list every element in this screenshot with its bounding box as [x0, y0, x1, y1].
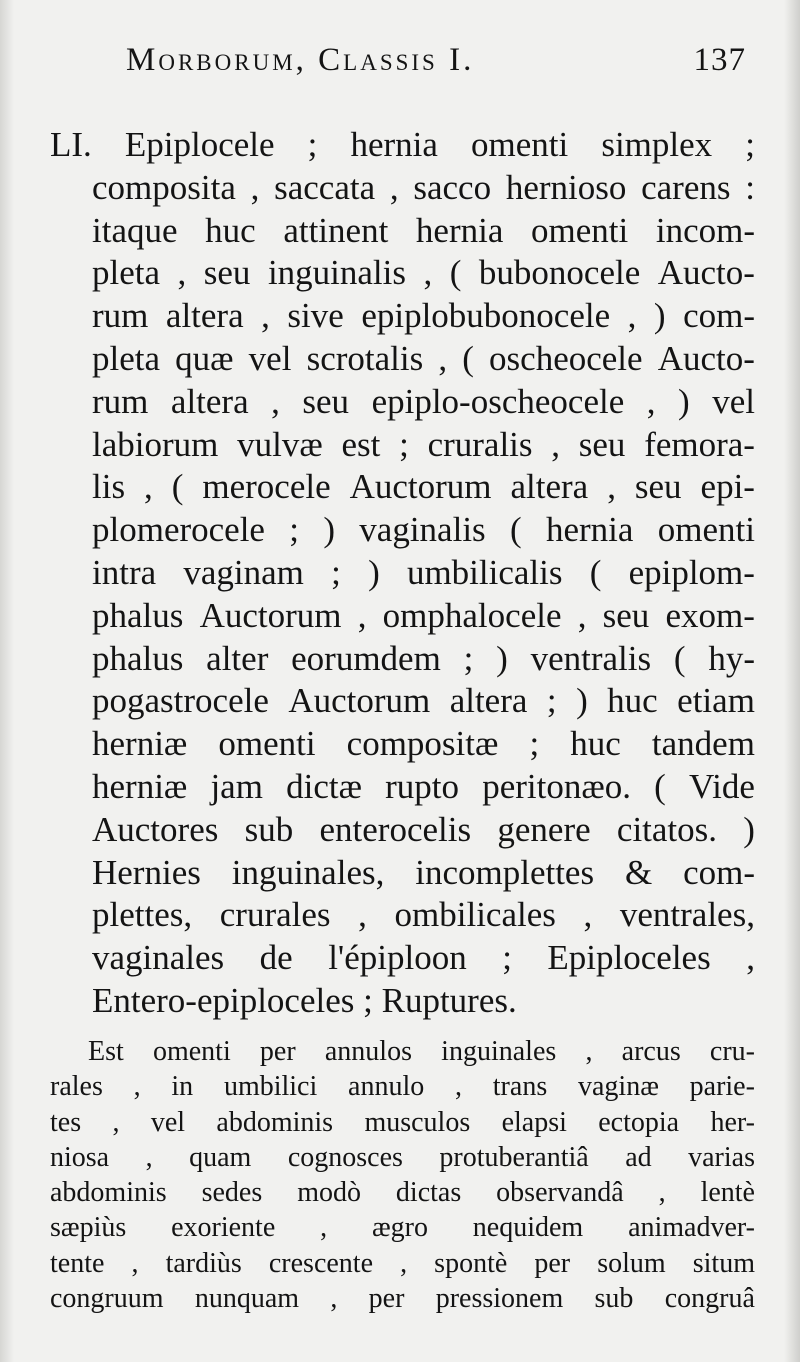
word: ectopia	[598, 1106, 680, 1138]
word: situm	[692, 1247, 755, 1279]
word: (	[654, 766, 666, 806]
word: phalus	[92, 595, 184, 635]
word: sæpiùs	[50, 1212, 127, 1244]
word: per	[534, 1247, 571, 1279]
word: vaginam	[183, 552, 304, 592]
word: seu	[578, 424, 626, 464]
word: protuberantiâ	[439, 1141, 589, 1173]
entry-line	[50, 937, 755, 980]
word: itaque	[92, 210, 178, 250]
word: eorumdem	[291, 638, 441, 678]
word: femora-	[644, 424, 755, 464]
word: attinent	[283, 210, 389, 250]
word: jam	[210, 766, 263, 806]
word: Est	[88, 1036, 124, 1067]
word: )	[678, 381, 690, 421]
word: pariе-	[689, 1071, 755, 1103]
entry-line	[50, 766, 755, 809]
word: bubonocele	[478, 253, 641, 293]
word: )	[323, 510, 335, 550]
word: (	[673, 638, 686, 678]
word: ,	[357, 595, 367, 635]
word: Auctorum	[199, 595, 342, 635]
word: altera	[449, 681, 528, 721]
word: plettes,	[92, 895, 193, 935]
word: plomerocele	[92, 510, 265, 550]
word: inguinalis	[267, 253, 406, 293]
word: ,	[455, 1071, 463, 1103]
word: crurales	[219, 895, 331, 935]
word: ;	[546, 681, 557, 721]
entry-line	[50, 852, 755, 895]
word: ,	[646, 381, 656, 421]
word: ,	[607, 467, 616, 507]
word: intra	[92, 552, 157, 592]
word: Auctorum	[288, 681, 431, 721]
description-line	[50, 1281, 755, 1316]
word: :	[745, 167, 755, 207]
word: arcus	[621, 1036, 681, 1067]
word: incomplettes	[415, 852, 595, 892]
word: com-	[683, 296, 755, 336]
word: ventralis	[530, 638, 652, 678]
word: exoriente	[171, 1212, 276, 1244]
word: cruralis	[427, 424, 533, 464]
word: &	[624, 852, 653, 892]
word: saccata	[274, 167, 376, 207]
word: per	[368, 1283, 405, 1315]
word: inguinales	[441, 1036, 557, 1067]
word: altera	[170, 381, 249, 421]
word: ,	[320, 1212, 328, 1244]
word: sacco	[413, 167, 492, 207]
word: Aucto-	[657, 338, 755, 378]
word: omenti	[218, 724, 316, 764]
entry-line	[50, 252, 755, 295]
word: tente	[50, 1247, 105, 1279]
word: altera	[165, 296, 244, 336]
word: vaginæ	[577, 1071, 659, 1103]
word: omphalocele	[382, 595, 562, 635]
word: rales	[50, 1071, 103, 1103]
word: ,	[133, 1071, 141, 1103]
word: ;	[745, 125, 755, 164]
word: annulo	[348, 1071, 425, 1103]
word: citatos.	[616, 809, 718, 849]
word: abdominis	[216, 1106, 334, 1138]
word: omenti	[657, 510, 755, 550]
word: phalus	[92, 638, 184, 678]
word: )	[653, 296, 666, 336]
word: varias	[688, 1141, 755, 1173]
word: l'épiploon	[328, 938, 467, 978]
word: modò	[297, 1177, 361, 1209]
word: umbilicalis	[406, 552, 563, 592]
entry-line	[50, 680, 755, 723]
page-edge-right	[784, 0, 800, 1362]
word: rum	[92, 381, 149, 421]
description-line	[50, 1069, 755, 1104]
word: alter	[206, 638, 269, 678]
word: dictas	[395, 1177, 462, 1209]
word: rum	[92, 296, 149, 336]
word: composita	[92, 167, 236, 207]
page-number: 137	[693, 42, 746, 78]
description-line	[50, 1210, 755, 1245]
running-title: Morborum, Classis I.	[126, 42, 475, 78]
word: seu	[203, 253, 251, 293]
word: hernia	[545, 510, 634, 550]
word: est	[341, 424, 381, 464]
word: omenti	[471, 125, 569, 164]
word: ,	[144, 467, 153, 507]
description-line	[50, 1034, 755, 1069]
word: ,	[250, 167, 260, 207]
word: com-	[683, 852, 755, 892]
word: peritonæo.	[482, 766, 631, 806]
description-line	[50, 1140, 755, 1175]
word: altera	[510, 467, 589, 507]
entry-line	[50, 723, 755, 766]
word: ægro	[371, 1212, 428, 1244]
description-paragraph	[50, 1034, 755, 1316]
description-line	[50, 1105, 755, 1140]
word: abdominis	[50, 1177, 167, 1209]
word: )	[576, 681, 588, 721]
entry-line	[50, 381, 755, 424]
word: ventrales,	[619, 895, 755, 935]
word: simplex	[601, 125, 713, 164]
entry-line	[50, 809, 755, 852]
word: musculos	[364, 1106, 471, 1138]
word: ,	[358, 895, 367, 935]
running-head	[126, 42, 746, 79]
word: omenti	[531, 210, 629, 250]
word: hernioso	[505, 167, 627, 207]
word: huc	[205, 210, 256, 250]
entry-line	[50, 124, 755, 167]
word: ,	[330, 1283, 338, 1315]
word: sive	[287, 296, 344, 336]
word: Auctores	[92, 809, 219, 849]
word: (	[589, 552, 602, 592]
word: inguinales,	[231, 852, 385, 892]
entry-line	[50, 295, 755, 338]
word: labiorum	[92, 424, 219, 464]
word: merocele	[202, 467, 331, 507]
word: elapsi	[501, 1106, 567, 1138]
word: epiplobubonocele	[361, 296, 611, 336]
word: herniæ	[92, 724, 188, 764]
entry-line: Entero-epiploceles ; Ruptures.	[92, 980, 517, 1020]
entry-line	[50, 424, 755, 467]
word: Epiplocele	[124, 125, 275, 164]
word: ,	[271, 381, 280, 421]
word: (	[509, 510, 522, 550]
word: (	[462, 338, 474, 378]
word: ;	[529, 724, 540, 764]
word: trans	[492, 1071, 548, 1103]
word: dictæ	[286, 766, 362, 806]
word: nunquam	[194, 1283, 300, 1315]
word: ,	[583, 895, 593, 935]
description-line	[50, 1246, 755, 1281]
word: ,	[112, 1106, 120, 1138]
entry-line	[50, 167, 755, 210]
word: huc	[607, 681, 658, 721]
word: ,	[577, 595, 587, 635]
word: ;	[502, 938, 512, 978]
word: cognosces	[287, 1141, 403, 1173]
word: congruâ	[664, 1283, 755, 1315]
word: seu	[302, 381, 350, 421]
word: pressionem	[435, 1283, 564, 1315]
word: ad	[625, 1141, 652, 1173]
word: omenti	[152, 1036, 231, 1067]
word: exom-	[665, 595, 755, 635]
word: etiam	[677, 681, 755, 721]
entry-line	[50, 509, 755, 552]
word: seu	[602, 595, 650, 635]
entry-paragraph	[50, 124, 755, 1023]
word: )	[368, 552, 380, 592]
word: vel	[712, 381, 755, 421]
word: genere	[497, 809, 591, 849]
word: )	[496, 638, 508, 678]
word: )	[743, 809, 755, 849]
word: lis	[92, 467, 126, 507]
word: per	[259, 1036, 296, 1067]
word: ,	[438, 338, 448, 378]
word: ,	[131, 1247, 139, 1279]
word: pleta	[92, 338, 161, 378]
word: scrotalis	[306, 338, 424, 378]
word: animadver-	[628, 1212, 755, 1244]
word: spontè	[434, 1247, 508, 1279]
word: ;	[331, 552, 341, 592]
word: ,	[551, 424, 561, 464]
entry-line	[50, 638, 755, 681]
word: carens	[641, 167, 731, 207]
word: ;	[289, 510, 300, 550]
word: pleta	[92, 253, 161, 293]
word: Epiploceles	[547, 938, 711, 978]
word: LI.	[50, 125, 92, 164]
entry-line	[50, 466, 755, 509]
word: ,	[746, 938, 755, 978]
word: vel	[248, 338, 292, 378]
word: tardiùs	[165, 1247, 242, 1279]
word: oscheocele	[489, 338, 643, 378]
word: compositæ	[346, 724, 499, 764]
word: huc	[570, 724, 621, 764]
entry-line	[50, 210, 755, 253]
word: crescente	[268, 1247, 374, 1279]
word: herniæ	[92, 766, 188, 806]
word: ,	[400, 1247, 408, 1279]
word: observandâ	[496, 1177, 624, 1209]
word: ;	[307, 125, 318, 164]
word: ;	[399, 424, 409, 464]
word: vaginales	[92, 938, 225, 978]
word: ,	[627, 296, 637, 336]
page-edge-left	[0, 0, 14, 1362]
word: ,	[145, 1141, 153, 1173]
word: epi-	[700, 467, 755, 507]
word: ,	[177, 253, 187, 293]
word: hy-	[708, 638, 755, 678]
word: nequidem	[472, 1212, 584, 1244]
word: quam	[189, 1141, 252, 1173]
word: niosa	[50, 1141, 110, 1173]
word: vulvæ	[237, 424, 323, 464]
word: congruum	[50, 1283, 164, 1315]
word: ;	[463, 638, 474, 678]
word: enterocelis	[319, 809, 472, 849]
entry-line	[50, 595, 755, 638]
word: epiplo-oscheocele	[371, 381, 625, 421]
word: ombilicales	[394, 895, 556, 935]
entry-line	[50, 338, 755, 381]
description-line	[50, 1175, 755, 1210]
word: lentè	[700, 1177, 755, 1209]
word: vaginalis	[359, 510, 486, 550]
word: Aucto-	[657, 253, 755, 293]
word: cru-	[709, 1036, 755, 1067]
word: hernia	[415, 210, 504, 250]
word: ,	[261, 296, 270, 336]
word: sub	[594, 1283, 634, 1315]
word: ,	[585, 1036, 593, 1067]
word: (	[171, 467, 184, 507]
word: ,	[658, 1177, 666, 1209]
word: umbilici	[223, 1071, 318, 1103]
word: ,	[423, 253, 433, 293]
word: Vide	[688, 766, 755, 806]
word: (	[449, 253, 462, 293]
word: solum	[597, 1247, 666, 1279]
word: Auctorum	[349, 467, 492, 507]
word: tandem	[651, 724, 755, 764]
word: sedes	[201, 1177, 263, 1209]
word: annulos	[324, 1036, 412, 1067]
entry-line	[50, 552, 755, 595]
entry-line	[50, 894, 755, 937]
word: hernia	[350, 125, 438, 164]
word: incom-	[655, 210, 755, 250]
word: her-	[710, 1106, 755, 1138]
word: rupto	[385, 766, 460, 806]
word: quæ	[175, 338, 234, 378]
word: seu	[634, 467, 682, 507]
word: vel	[150, 1106, 186, 1138]
word: epiplom-	[628, 552, 755, 592]
word: tes	[50, 1106, 82, 1138]
word: in	[171, 1071, 194, 1103]
word: ,	[389, 167, 399, 207]
word: Hernies	[92, 852, 201, 892]
word: pogastrocele	[92, 681, 269, 721]
word: de	[259, 938, 293, 978]
word: sub	[244, 809, 294, 849]
